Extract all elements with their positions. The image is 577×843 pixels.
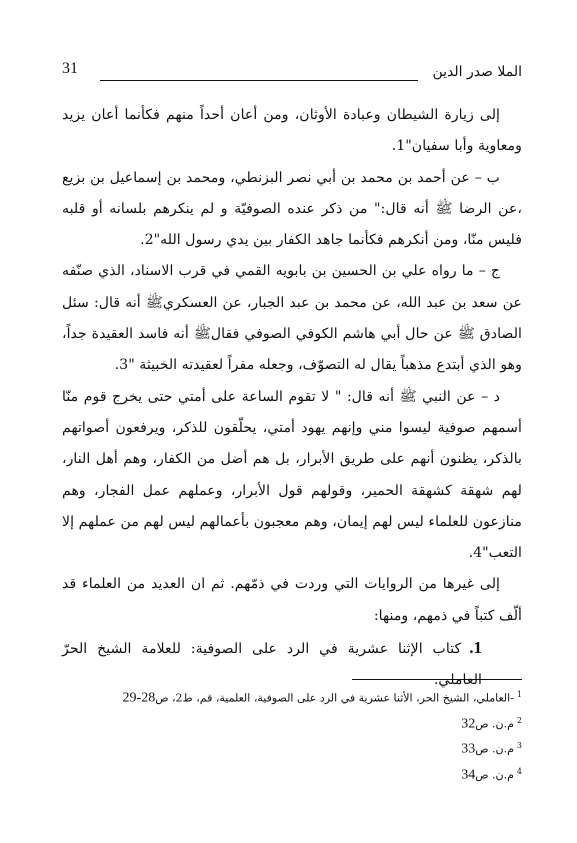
footnote-4	[62, 761, 522, 787]
footnote-mark: 3	[516, 741, 522, 751]
running-title: الملا صدر الدين	[432, 64, 522, 80]
footnote-pages: 34	[461, 767, 476, 783]
footnote-text: م.ن. ص	[475, 742, 514, 756]
footnotes	[62, 684, 522, 787]
footnote-1	[62, 684, 522, 710]
footnote-3	[62, 735, 522, 761]
page-number: 31	[62, 60, 78, 77]
list-item-text: كتاب الإثنا عشرية في الرد على الصوفية: للعلامة الشيخ الحرّ العاملي.	[62, 641, 482, 689]
paragraph-summary: إلى غيرها من الروايات التي وردت في ذمّهم. ثم ان العديد من العلماء قد ألّف كتباً في ذمهم، ومنها:	[62, 576, 522, 624]
footnote-mark: 4	[516, 766, 522, 776]
footnote-mark: 1	[516, 690, 522, 699]
paragraph-c: ج – ما رواه علي بن الحسين بن بابويه القمي في قرب الاسناد، الذي صنّفه عن سعد بن عبد الله، عن محمد بن عبد الجبار، عن العسكريﷺ أنه قال: سئل الصادق ﷺ عن حال أبي هاشم الكوفي الصوفي فقالﷺ أنه فاسد العقيدة جداً، وهو الذي أبتدع مذهباً يقال له التصوّف، وجعله مفراً لعقيدته الخبيثة "3.	[62, 263, 522, 374]
paragraph-b: ب – عن أحمد بن محمد بن أبي نصر البزنطي، ومحمد بن إسماعيل بن بزيع ،عن الرضا ﷺ أنه قال:" من ذكر عنده الصوفيّة و لم ينكرهم بلسانه أو قلبه فليس منّا، ومن أنكرهم فكأنما جاهد الكفار بين يدي رسول الله"2.	[62, 169, 522, 249]
footnote-2	[62, 710, 522, 736]
body-text	[62, 100, 522, 697]
footnote-rule	[352, 679, 522, 680]
footnote-text: -العاملي، الشيخ الحر، الأثنا عشرية في الرد على الصوفية، العلمية، قم، ط2، ص	[155, 691, 514, 705]
paragraph-a-continuation: إلى زيارة الشيطان وعبادة الأوثان، ومن أعان أحداً منهم فكأنما أعان يزيد ومعاوية وأبا سفيان"1.	[62, 107, 522, 155]
footnote-pages: 28-29	[122, 690, 156, 706]
footnote-text: م.ن. ص	[475, 717, 514, 731]
footnote-pages: 33	[461, 741, 476, 757]
footnote-text: م.ن. ص	[475, 768, 514, 782]
header-rule	[100, 80, 418, 81]
footnote-mark: 2	[516, 715, 522, 725]
list-item-number: 1.	[469, 638, 482, 658]
footnote-pages: 32	[461, 716, 476, 732]
paragraph-d: د – عن النبي ﷺ أنه قال: " لا تقوم الساعة على أمتي حتى يخرج قوم منّا أسمهم صوفية ليسوا مني وإنهم يهود أمتي، يحلّقون للذكر، ويرفعون أصواتهم بالذكر، يظنون أنهم على طريق الأبرار، بل هم أضل من الكفار، وهم أهل النار، لهم شهقة كشهقة الحمير، وقولهم قول الأبرار، وعملهم عمل الفجار، وهم منازعون للعلماء ليس لهم إيمان، وهم معجبون بأعمالهم ليس لهم من عملهم إلا التعب"4.	[62, 388, 522, 562]
